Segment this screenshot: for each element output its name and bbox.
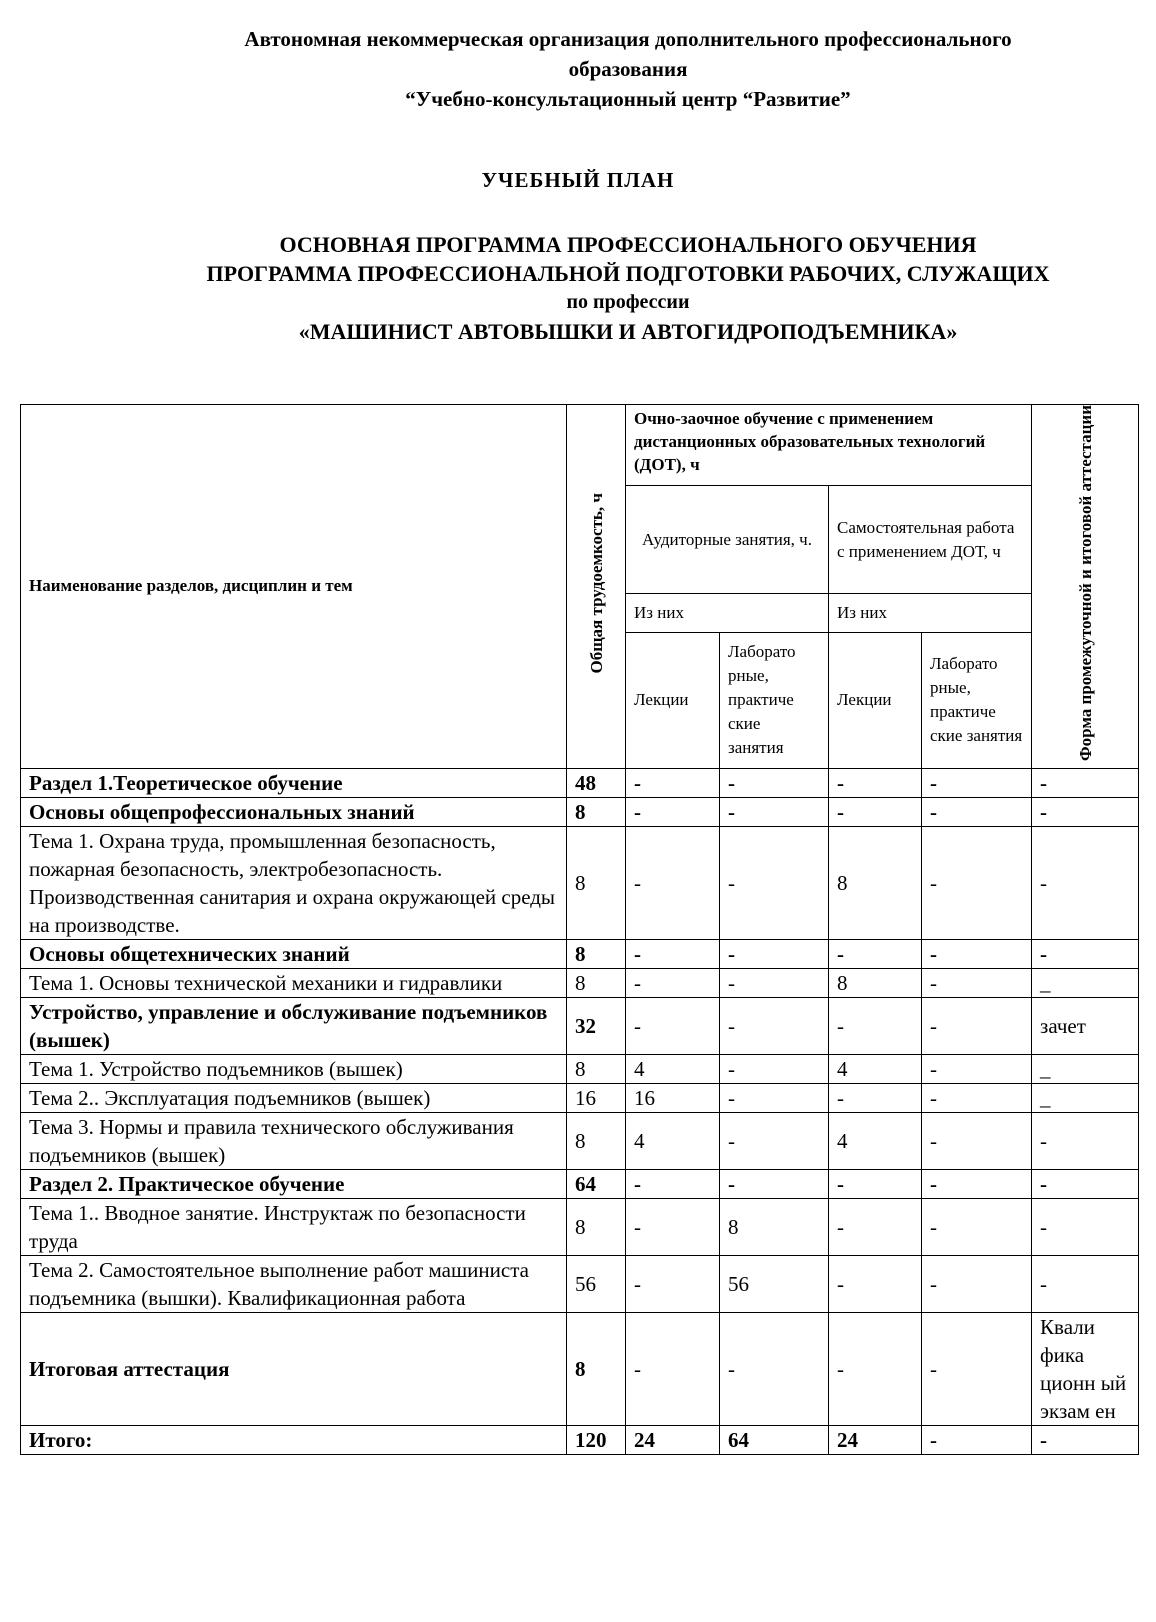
header-labs-auditory: Лаборато рные, практиче ские занятия	[720, 632, 829, 768]
row-name: Тема 2.. Эксплуатация подъемников (вышек)	[21, 1083, 567, 1112]
row-self-labs: -	[922, 968, 1032, 997]
header-form-label: Форма промежуточной и итоговой аттестации	[1075, 405, 1095, 761]
row-auditory-lectures: 4	[626, 1054, 720, 1083]
row-name: Устройство, управление и обслуживание подъемников (вышек)	[21, 997, 567, 1054]
table-row	[21, 1312, 1139, 1425]
row-auditory-lectures: -	[626, 1169, 720, 1198]
row-self-labs: -	[922, 1255, 1032, 1312]
row-form: зачет	[1032, 997, 1139, 1054]
row-total: 16	[567, 1083, 626, 1112]
row-auditory-lectures: -	[626, 797, 720, 826]
organization-name	[150, 24, 1106, 114]
row-self-labs: -	[922, 1112, 1032, 1169]
row-form: Квали фика ционн ый экзам ен	[1032, 1312, 1139, 1425]
program-line-1: ОСНОВНАЯ ПРОГРАММА ПРОФЕССИОНАЛЬНОГО ОБУЧЕНИЯ	[279, 232, 977, 257]
header-of-which-self: Из них	[829, 594, 1032, 632]
row-self-lectures: 8	[829, 968, 922, 997]
table-row	[21, 826, 1139, 939]
row-total: 120	[567, 1425, 626, 1454]
row-auditory-labs: -	[720, 997, 829, 1054]
row-self-labs: -	[922, 826, 1032, 939]
row-self-lectures: 8	[829, 826, 922, 939]
row-auditory-labs: -	[720, 939, 829, 968]
row-self-labs: -	[922, 1198, 1032, 1255]
row-form: -	[1032, 1198, 1139, 1255]
row-total: 64	[567, 1169, 626, 1198]
header-name: Наименование разделов, дисциплин и тем	[21, 405, 567, 769]
row-self-lectures: 4	[829, 1112, 922, 1169]
header-total	[567, 405, 626, 769]
row-auditory-lectures: -	[626, 1255, 720, 1312]
program-line-3: по профессии	[566, 291, 690, 313]
row-self-labs: -	[922, 768, 1032, 797]
row-auditory-labs: -	[720, 768, 829, 797]
table-row	[21, 1083, 1139, 1112]
row-auditory-labs: -	[720, 826, 829, 939]
row-self-lectures: -	[829, 1198, 922, 1255]
row-auditory-labs: 8	[720, 1198, 829, 1255]
row-auditory-lectures: 16	[626, 1083, 720, 1112]
row-auditory-labs: -	[720, 1083, 829, 1112]
row-self-lectures: -	[829, 768, 922, 797]
row-name: Тема 3. Нормы и правила технического обслуживания подъемников (вышек)	[21, 1112, 567, 1169]
row-auditory-labs: -	[720, 1054, 829, 1083]
table-row	[21, 1054, 1139, 1083]
row-name: Итоговая аттестация	[21, 1312, 567, 1425]
row-self-lectures: 24	[829, 1425, 922, 1454]
row-self-labs: -	[922, 1312, 1032, 1425]
row-total: 8	[567, 939, 626, 968]
org-line-3: “Учебно-консультационный центр “Развитие”	[405, 87, 851, 111]
table-row	[21, 768, 1139, 797]
header-lectures-auditory: Лекции	[626, 632, 720, 768]
row-name: Тема 1. Основы технической механики и гидравлики	[21, 968, 567, 997]
plan-title: УЧЕБНЫЙ ПЛАН	[481, 168, 675, 192]
row-self-lectures: -	[829, 997, 922, 1054]
org-line-2: образования	[568, 57, 688, 81]
row-auditory-labs: 56	[720, 1255, 829, 1312]
row-self-lectures: -	[829, 1083, 922, 1112]
row-total: 8	[567, 826, 626, 939]
header-study-mode: Очно-заочное обучение с применением дистанционных образовательных технологий (ДОТ), ч	[626, 405, 1032, 486]
row-auditory-lectures: -	[626, 826, 720, 939]
row-auditory-lectures: -	[626, 1312, 720, 1425]
row-self-lectures: 4	[829, 1054, 922, 1083]
row-auditory-labs: -	[720, 968, 829, 997]
table-row	[21, 1112, 1139, 1169]
row-form: -	[1032, 1425, 1139, 1454]
row-self-labs: -	[922, 1425, 1032, 1454]
table-row	[21, 797, 1139, 826]
row-self-labs: -	[922, 1169, 1032, 1198]
row-auditory-lectures: 24	[626, 1425, 720, 1454]
row-self-labs: -	[922, 997, 1032, 1054]
row-total: 8	[567, 968, 626, 997]
table-row	[21, 997, 1139, 1054]
row-total: 8	[567, 1112, 626, 1169]
row-form: _	[1032, 1083, 1139, 1112]
row-form: -	[1032, 1169, 1139, 1198]
row-auditory-lectures: 4	[626, 1112, 720, 1169]
row-name: Тема 1. Охрана труда, промышленная безопасность, пожарная безопасность, электробезопасность. Производственная санитария и охрана окружающей среды на производстве.	[21, 826, 567, 939]
row-self-labs: -	[922, 1083, 1032, 1112]
table-row	[21, 1255, 1139, 1312]
row-auditory-labs: -	[720, 1112, 829, 1169]
row-total: 8	[567, 1198, 626, 1255]
row-self-lectures: -	[829, 1169, 922, 1198]
row-self-labs: -	[922, 1054, 1032, 1083]
row-total: 8	[567, 797, 626, 826]
row-name: Тема 1.. Вводное занятие. Инструктаж по безопасности труда	[21, 1198, 567, 1255]
table-row	[21, 968, 1139, 997]
row-form: -	[1032, 939, 1139, 968]
row-form: -	[1032, 768, 1139, 797]
row-self-lectures: -	[829, 1312, 922, 1425]
program-line-2: ПРОГРАММА ПРОФЕССИОНАЛЬНОЙ ПОДГОТОВКИ РАБОЧИХ, СЛУЖАЩИХ	[206, 261, 1050, 286]
table-body	[21, 768, 1139, 1454]
table-row	[21, 939, 1139, 968]
row-name: Раздел 1.Теоретическое обучение	[21, 768, 567, 797]
header-of-which-auditory: Из них	[626, 594, 829, 632]
row-auditory-labs: 64	[720, 1425, 829, 1454]
row-name: Основы общепрофессиональных знаний	[21, 797, 567, 826]
table-header	[21, 405, 1139, 769]
header-total-label: Общая трудоемкость, ч	[586, 492, 606, 674]
row-self-lectures: -	[829, 797, 922, 826]
row-auditory-lectures: -	[626, 939, 720, 968]
header-self-study: Самостоятельная работа с применением ДОТ, ч	[829, 486, 1032, 594]
row-self-lectures: -	[829, 939, 922, 968]
curriculum-table	[20, 404, 1139, 1455]
header-form	[1032, 405, 1139, 769]
row-form: _	[1032, 1054, 1139, 1083]
row-form: -	[1032, 797, 1139, 826]
row-self-labs: -	[922, 939, 1032, 968]
row-name: Тема 1. Устройство подъемников (вышек)	[21, 1054, 567, 1083]
row-form: -	[1032, 826, 1139, 939]
row-self-labs: -	[922, 797, 1032, 826]
row-auditory-lectures: -	[626, 997, 720, 1054]
row-name: Итого:	[21, 1425, 567, 1454]
row-auditory-labs: -	[720, 797, 829, 826]
row-total: 56	[567, 1255, 626, 1312]
table-row	[21, 1425, 1139, 1454]
row-form: -	[1032, 1255, 1139, 1312]
header-labs-self: Лаборато рные, практиче ские занятия	[922, 632, 1032, 768]
row-auditory-lectures: -	[626, 968, 720, 997]
row-auditory-labs: -	[720, 1169, 829, 1198]
row-form: _	[1032, 968, 1139, 997]
header-lectures-self: Лекции	[829, 632, 922, 768]
org-line-1: Автономная некоммерческая организация дополнительного профессионального	[244, 27, 1012, 51]
program-line-4: «МАШИНИСТ АВТОВЫШКИ И АВТОГИДРОПОДЪЕМНИКА»	[298, 319, 958, 344]
row-name: Тема 2. Самостоятельное выполнение работ машиниста подъемника (вышки). Квалификационная работа	[21, 1255, 567, 1312]
row-auditory-lectures: -	[626, 1198, 720, 1255]
row-name: Раздел 2. Практическое обучение	[21, 1169, 567, 1198]
row-auditory-labs: -	[720, 1312, 829, 1425]
row-total: 8	[567, 1312, 626, 1425]
program-title	[140, 230, 1116, 346]
table-row	[21, 1198, 1139, 1255]
row-form: -	[1032, 1112, 1139, 1169]
row-total: 8	[567, 1054, 626, 1083]
row-total: 32	[567, 997, 626, 1054]
row-self-lectures: -	[829, 1255, 922, 1312]
row-name: Основы общетехнических знаний	[21, 939, 567, 968]
header-auditory: Аудиторные занятия, ч.	[626, 486, 829, 594]
row-total: 48	[567, 768, 626, 797]
row-auditory-lectures: -	[626, 768, 720, 797]
table-row	[21, 1169, 1139, 1198]
